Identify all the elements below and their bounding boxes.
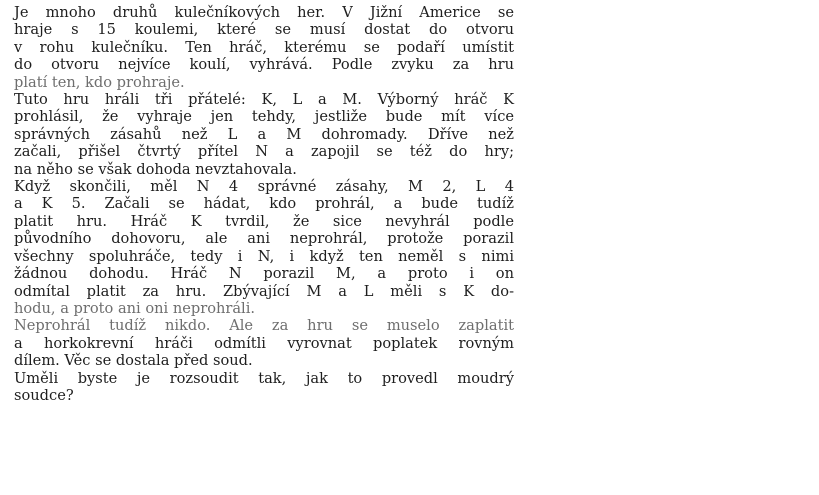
text-line: všechny spoluhráče, tedy i N, i když ten neměl s nimi bbox=[14, 247, 514, 265]
text-line: Neprohrál tudíž nikdo. Ale za hru se muselo zaplatit bbox=[14, 317, 514, 335]
paragraph-players bbox=[14, 91, 514, 178]
text-line: Když skončili, měl N 4 správné zásahy, M 2, L 4 bbox=[14, 178, 514, 196]
text-line: původního dohovoru, ale ani neprohrál, protože porazil bbox=[14, 230, 514, 248]
text-line: hraje s 15 koulemi, které se musí dostat do otvoru bbox=[14, 21, 514, 39]
text-line: do otvoru nejvíce koulí, vyhrává. Podle zvyku za hru bbox=[14, 56, 514, 74]
paragraph-results bbox=[14, 178, 514, 317]
text-line: v rohu kulečníku. Ten hráč, kterému se podaří umístit bbox=[14, 38, 514, 56]
paragraph-question bbox=[14, 370, 514, 405]
text-line: a horkokrevní hráči odmítli vyrovnat poplatek rovným bbox=[14, 334, 514, 352]
text-line: Je mnoho druhů kulečníkových her. V Jižní Americe se bbox=[14, 4, 514, 21]
text-line: odmítal platit za hru. Zbývající M a L měli s K do- bbox=[14, 282, 514, 300]
text-block bbox=[14, 4, 514, 404]
text-line: hodu, a proto ani oni neprohráli. bbox=[14, 299, 256, 317]
text-line: platí ten, kdo prohraje. bbox=[14, 73, 185, 91]
text-line: Tuto hru hráli tři přátelé: K, L a M. Výborný hráč K bbox=[14, 91, 514, 109]
text-line: žádnou dohodu. Hráč N porazil M, a proto i on bbox=[14, 265, 514, 283]
paragraph-intro bbox=[14, 4, 514, 91]
text-line: a K 5. Začali se hádat, kdo prohrál, a bude tudíž bbox=[14, 195, 514, 213]
text-line: začali, přišel čtvrtý přítel N a zapojil se též do hry; bbox=[14, 143, 514, 161]
text-line: prohlásil, že vyhraje jen tehdy, jestliže bude mít více bbox=[14, 108, 514, 126]
text-line: správných zásahů než L a M dohromady. Dříve než bbox=[14, 125, 514, 143]
paragraph-conflict bbox=[14, 317, 514, 369]
text-line: Uměli byste je rozsoudit tak, jak to provedl moudrý bbox=[14, 369, 514, 387]
text-line: dílem. Věc se dostala před soud. bbox=[14, 352, 253, 370]
text-line: na něho se však dohoda nevztahovala. bbox=[14, 160, 297, 178]
text-line: soudce? bbox=[14, 386, 74, 404]
text-line: platit hru. Hráč K tvrdil, že sice nevyhrál podle bbox=[14, 212, 514, 230]
